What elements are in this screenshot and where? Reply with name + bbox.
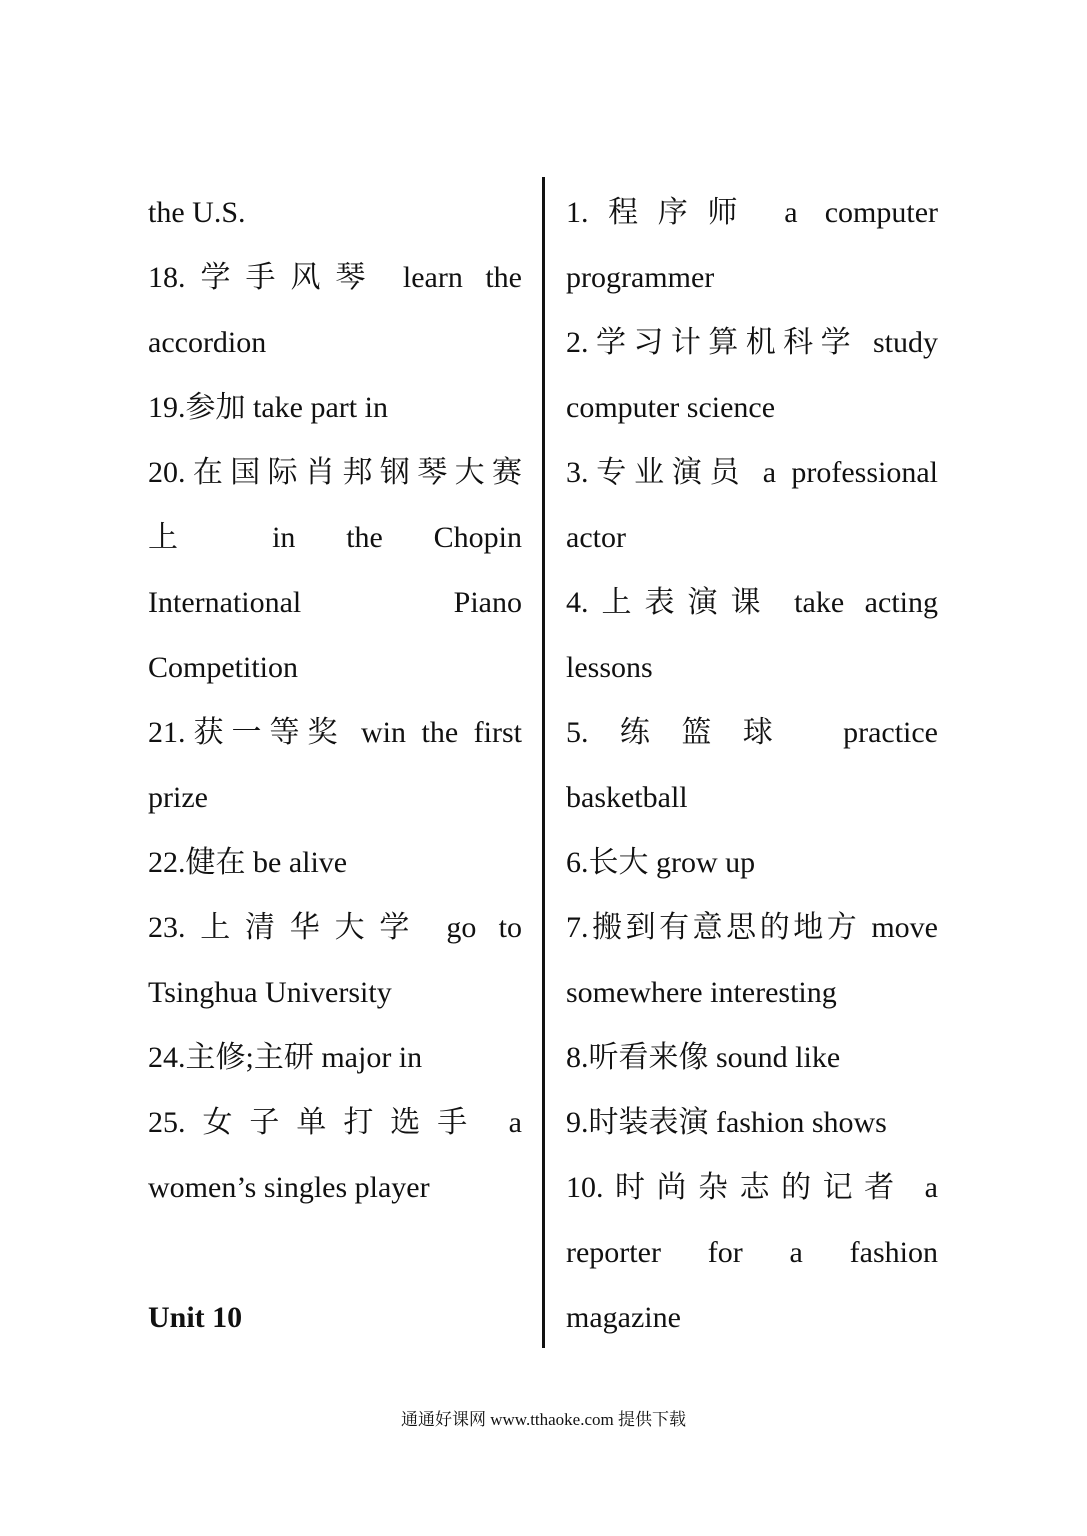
vocab-line: 19.参加 take part in: [148, 391, 388, 424]
vocab-line: women’s singles player: [148, 1171, 430, 1204]
vocab-line: 25.女子单打选手 a: [148, 1106, 522, 1139]
vocab-line: 3.专业演员 a professional: [566, 456, 938, 489]
left-column: [148, 180, 522, 1350]
vocab-line: accordion: [148, 326, 267, 359]
vocab-line: 21.获一等奖 win the first: [148, 716, 522, 749]
vocab-line: [148, 1220, 522, 1285]
vocab-line: 24.主修;主研 major in: [148, 1041, 423, 1074]
vocab-line: 20.在国际肖邦钢琴大赛: [148, 456, 522, 489]
vocab-line: 7.搬到有意思的地方 move: [566, 911, 938, 944]
vocab-line: reporter for a fashion: [566, 1236, 938, 1269]
vocab-line: 4.上表演课 take acting: [566, 586, 938, 619]
vocab-line: 18.学手风琴 learn the: [148, 261, 522, 294]
vocab-line: magazine: [566, 1301, 681, 1334]
vocab-line: programmer: [566, 261, 715, 294]
page-footer: 通通好课网 www.tthaoke.com 提供下载: [400, 1410, 687, 1429]
vocab-line: actor: [566, 521, 626, 554]
vocab-line: basketball: [566, 781, 688, 814]
vocab-line: International Piano: [148, 586, 522, 619]
vocab-line: 23.上清华大学 go to: [148, 911, 522, 944]
vocab-line: somewhere interesting: [566, 976, 837, 1009]
vocab-line: 6.长大 grow up: [566, 846, 756, 879]
vocab-line: prize: [148, 781, 208, 814]
vocab-line: 5.练篮球 practice: [566, 716, 938, 749]
column-divider: [542, 177, 545, 1348]
vocab-line: Tsinghua University: [148, 976, 392, 1009]
vocab-line: the U.S.: [148, 196, 246, 229]
vocab-line: 8.听看来像 sound like: [566, 1041, 841, 1074]
vocab-line: lessons: [566, 651, 653, 684]
vocab-line: 9.时装表演 fashion shows: [566, 1106, 887, 1139]
vocab-line: 1.程序师 a computer: [566, 196, 938, 229]
section-heading: Unit 10: [148, 1301, 243, 1334]
vocab-line: 上 in the Chopin: [148, 521, 522, 554]
vocab-line: 22.健在 be alive: [148, 846, 348, 879]
vocab-line: Competition: [148, 651, 298, 684]
right-column: [566, 180, 938, 1350]
vocab-line: computer science: [566, 391, 776, 424]
vocab-line: 10.时尚杂志的记者 a: [566, 1171, 938, 1204]
vocab-line: 2.学习计算机科学 study: [566, 326, 938, 359]
